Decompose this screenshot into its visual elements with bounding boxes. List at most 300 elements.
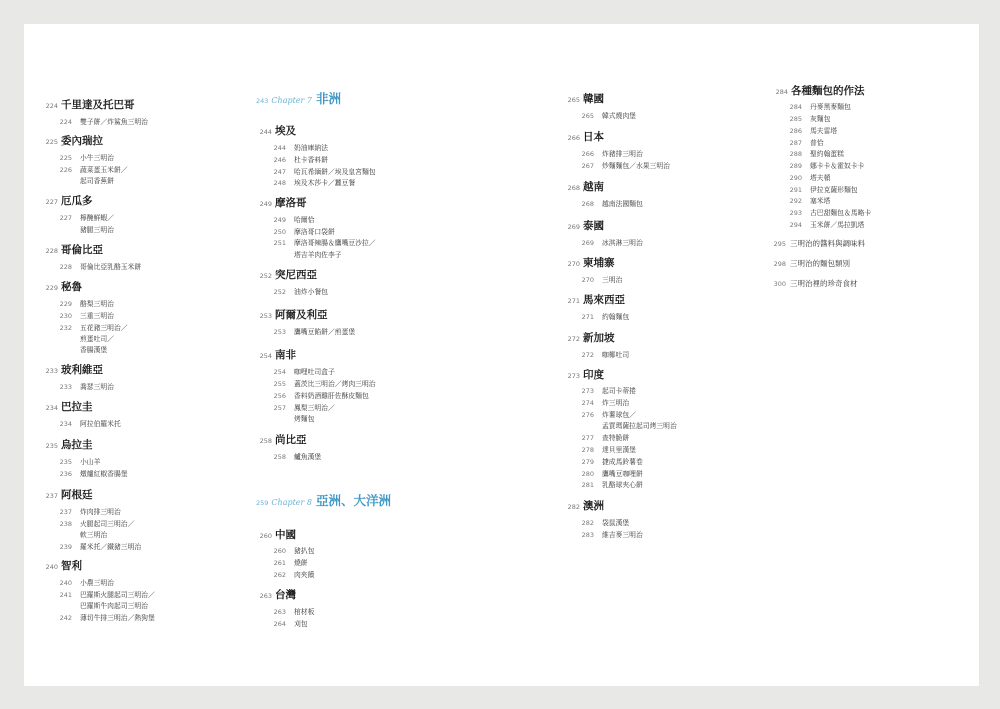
toc-entry [788,172,830,182]
toc-heading [256,587,296,602]
entry-title: 鳳梨三明治／ [294,404,335,412]
toc-entry [58,506,121,516]
toc-heading [42,487,93,502]
entry-title: 巴羅斯火腿起司三明治／ [80,591,155,599]
toc-entry [272,142,328,152]
toc-entry [58,116,148,126]
entry-title: 刈包 [294,620,308,628]
toc-heading [42,558,82,573]
toc-entry [272,366,335,376]
toc-entry [272,177,355,187]
toc-heading [564,129,604,144]
entry-title: 蓋茨比三明治／烤肉三明治 [294,380,376,388]
entry-title: 查特脆餅 [602,434,630,442]
page-number: 292 [789,197,802,205]
toc-entry [58,164,128,174]
toc-heading [256,267,317,282]
entry-title: 酪梨三明治 [80,300,114,308]
entry-title: 摩洛哥口袋餅 [294,228,335,236]
toc-entry [272,557,308,567]
toc-heading [564,330,615,345]
toc-entry [788,160,864,170]
page-number: 234 [59,420,72,428]
page-number: 266 [581,150,594,158]
section-title: 三明治的麵包類別 [790,259,850,268]
page-number: 255 [273,380,286,388]
page-number: 286 [789,127,802,135]
page-number: 227 [59,214,72,222]
page-number: 265 [567,96,580,104]
entry-title: 豬扒包 [294,547,315,555]
toc-heading [564,91,604,106]
page-number: 244 [259,128,272,136]
toc-entry [272,451,321,461]
entry-title: 巴羅斯牛肉起司三明治 [80,602,148,610]
entry-title: 煎蛋吐司／ [80,335,114,343]
entry-title: 炸豬排三明治 [602,150,643,158]
toc-entry [58,344,107,354]
entry-title: 喬瑟三明治 [80,383,114,391]
toc-page [24,24,979,686]
page-number: 274 [581,399,594,407]
page-number: 279 [581,458,594,466]
page-number: 241 [59,591,72,599]
page-number: 251 [273,239,286,247]
toc-heading [42,437,93,452]
page-number: 235 [45,442,58,450]
page-number: 232 [59,324,72,332]
page-number: 234 [45,404,58,412]
toc-entry [58,152,114,162]
toc-section [768,238,865,249]
entry-title: 香腸漢堡 [80,346,108,354]
entry-title: 五花豬三明治／ [80,324,128,332]
heading-title: 馬來西亞 [583,294,625,306]
heading-title: 委內瑞拉 [61,135,103,147]
toc-entry [58,298,114,308]
toc-entry [58,518,134,528]
page-number: 291 [789,186,802,194]
heading-title: 烏拉圭 [61,439,93,451]
page-number: 284 [789,103,802,111]
toc-entry [788,101,851,111]
toc-heading [256,123,296,138]
entry-title: 普恰 [810,139,824,147]
entry-title: 奶油庫納法 [294,144,328,152]
page-number: 224 [59,118,72,126]
chapter-heading [256,490,391,509]
toc-entry [272,545,314,555]
heading-title: 秘魯 [61,281,82,293]
toc-entry [788,137,824,147]
chapter-page-number: 243 [256,97,269,105]
page-number: 237 [59,508,72,516]
entry-title: 火腿起司三明治／ [80,520,135,528]
entry-title: 咖哩吐司盒子 [294,368,335,376]
toc-heading [256,307,328,322]
entry-title: 炸肉排三明治 [80,508,121,516]
page-number: 224 [45,102,58,110]
page-number: 282 [581,519,594,527]
page-number: 273 [567,372,580,380]
toc-entry [580,397,629,407]
page-number: 272 [581,351,594,359]
entry-title: 小牛三明治 [80,154,114,162]
page-number: 227 [45,198,58,206]
chapter-title: 亞洲、大洋洲 [316,493,392,508]
entry-title: 棺材板 [294,608,315,616]
entry-title: 哥倫比亞乳酪玉米餅 [80,263,142,271]
entry-title: 埃及木莎卡／蠶豆餐 [294,179,356,187]
heading-title: 南非 [275,349,296,361]
page-number: 268 [567,184,580,192]
page-number: 240 [45,563,58,571]
heading-title: 埃及 [275,125,296,137]
page-number: 260 [259,532,272,540]
toc-entry [580,479,643,489]
page-number: 290 [789,174,802,182]
entry-title: 雙子餅／炸鯊魚三明治 [80,118,148,126]
heading-title: 尚比亞 [275,434,307,446]
entry-title: 炒麵麵包／水果三明治 [602,162,670,170]
heading-title: 中國 [275,529,296,541]
page-number: 248 [273,179,286,187]
entry-title: 羅米托／鐵豬三明治 [80,543,142,551]
toc-entry [272,214,314,224]
toc-heading [42,279,82,294]
page-number: 264 [273,620,286,628]
page-number: 252 [273,288,286,296]
page-number: 270 [581,276,594,284]
page-number: 278 [581,446,594,454]
toc-entry [272,402,335,412]
toc-entry [580,311,629,321]
entry-title: 三重三明治 [80,312,114,320]
toc-entry [580,409,636,419]
entry-title: 袋鼠漢堡 [602,519,630,527]
entry-title: 馬夫雷塔 [810,127,838,135]
heading-title: 阿根廷 [61,489,93,501]
entry-title: 摩洛哥辣腸＆鷹嘴豆沙拉／ [294,239,376,247]
page-number: 261 [273,559,286,567]
page-number: 229 [45,284,58,292]
toc-entry [272,237,376,247]
toc-entry [580,456,643,466]
page-number: 262 [273,571,286,579]
page-number: 228 [45,247,58,255]
page-number: 298 [773,260,786,268]
entry-title: 薄切牛排三明治／熱狗堡 [80,614,155,622]
heading-title: 澳洲 [583,500,604,512]
toc-entry [272,326,355,336]
heading-title: 智利 [61,560,82,572]
chapter-label: Chapter 8 [271,498,312,507]
toc-entry [272,166,376,176]
page-number: 257 [273,404,286,412]
toc-heading [42,399,93,414]
entry-title: 哈瓦希緬餅／埃及皇宮麵包 [294,168,376,176]
page-number: 254 [273,368,286,376]
toc-entry [272,249,342,259]
toc-entry [58,310,114,320]
entry-title: 丹麥黑麥麵包 [810,103,851,111]
page-number: 285 [789,115,802,123]
entry-title: 韓式燒肉堡 [602,112,636,120]
toc-entry [58,600,148,610]
entry-title: 伊拉克薩形麵包 [810,186,858,194]
page-number: 277 [581,434,594,442]
toc-entry [580,420,677,430]
entry-title: 香料奶酒雞肝佐酥皮麵包 [294,392,369,400]
toc-entry [58,333,114,343]
entry-title: 塞米塔 [810,197,831,205]
page-number: 271 [567,297,580,305]
toc-entry [580,110,636,120]
entry-title: 鱸魚漢堡 [294,453,322,461]
page-number: 268 [581,200,594,208]
heading-title: 玻利維亞 [61,364,103,376]
heading-title: 各種麵包的作法 [791,85,865,97]
page-number: 235 [59,458,72,466]
heading-title: 巴拉圭 [61,401,93,413]
entry-title: 小農三明治 [80,579,114,587]
toc-entry [58,224,114,234]
chapter-label: Chapter 7 [271,96,312,105]
page-number: 282 [567,503,580,511]
entry-title: 起司香蕉餅 [80,177,114,185]
page-number: 289 [789,162,802,170]
toc-entry [580,468,643,478]
toc-heading [256,195,307,210]
toc-entry [788,207,871,217]
entry-title: 檸醃鮮蝦／ [80,214,114,222]
page-number: 226 [59,166,72,174]
entry-title: 越南法國麵包 [602,200,643,208]
page-number: 269 [567,223,580,231]
entry-title: 維吉麥三明治 [602,531,643,539]
page-number: 236 [59,470,72,478]
toc-entry [272,286,328,296]
page-number: 238 [59,520,72,528]
toc-section [768,278,858,289]
page-number: 247 [273,168,286,176]
toc-entry [272,378,376,388]
page-number: 249 [259,200,272,208]
heading-title: 台灣 [275,589,296,601]
toc-section [768,258,850,269]
page-number: 258 [259,437,272,445]
toc-entry [788,184,858,194]
toc-heading [256,347,296,362]
toc-heading [564,292,625,307]
section-title: 三明治裡的珍奇食材 [790,279,858,288]
entry-title: 約翰麵包 [602,313,630,321]
page-number: 273 [581,387,594,395]
page-number: 253 [259,312,272,320]
entry-title: 玉米餅／馬拉凱塔 [810,221,865,229]
page-number: 271 [581,313,594,321]
page-number: 270 [567,260,580,268]
entry-title: 孟買瑪薩拉起司烤三明治 [602,422,677,430]
toc-entry [580,385,636,395]
toc-heading [564,367,604,382]
entry-title: 達貝里漢堡 [602,446,636,454]
toc-entry [788,195,830,205]
entry-title: 杜卡香料餅 [294,156,328,164]
page-number: 265 [581,112,594,120]
page-number: 256 [273,392,286,400]
toc-heading [564,498,604,513]
entry-title: 肉夾饃 [294,571,315,579]
toc-heading [256,527,296,542]
entry-title: 灰麵包 [810,115,831,123]
toc-entry [580,517,629,527]
page-number: 249 [273,216,286,224]
entry-title: 聖約翰蛋糕 [810,150,844,158]
heading-title: 泰國 [583,220,604,232]
entry-title: 軟三明治 [80,531,108,539]
toc-entry [58,322,128,332]
page-number: 260 [273,547,286,555]
toc-entry [580,529,643,539]
toc-heading [256,432,307,447]
toc-entry [272,154,328,164]
page-number: 225 [45,138,58,146]
page-number: 250 [273,228,286,236]
page-number: 287 [789,139,802,147]
toc-entry [788,148,844,158]
page-number: 295 [773,240,786,248]
heading-title: 突尼西亞 [275,269,317,281]
heading-title: 柬埔寨 [583,257,615,269]
toc-entry [788,219,864,229]
toc-entry [58,612,155,622]
entry-title: 冰淇淋三明治 [602,239,643,247]
entry-title: 三明治 [602,276,623,284]
toc-entry [58,212,114,222]
toc-entry [58,577,114,587]
page-number: 269 [581,239,594,247]
page-number: 242 [59,614,72,622]
page-number: 272 [567,335,580,343]
toc-entry [272,569,314,579]
page-number: 246 [273,156,286,164]
page-number: 233 [45,367,58,375]
entry-title: 燉爐紅椒香腸堡 [80,470,128,478]
toc-entry [580,444,636,454]
heading-title: 阿爾及利亞 [275,309,328,321]
toc-entry [580,160,670,170]
toc-entry [272,606,314,616]
page-number: 284 [775,88,788,96]
page-number: 266 [567,134,580,142]
page-number: 263 [259,592,272,600]
toc-entry [272,413,314,423]
entry-title: 塔吉羊肉佐李子 [294,251,342,259]
page-number: 253 [273,328,286,336]
toc-entry [580,198,643,208]
toc-entry [58,175,114,185]
entry-title: 起司卡蒂捲 [602,387,636,395]
toc-entry [272,390,369,400]
toc-entry [58,418,121,428]
heading-title: 新加坡 [583,332,615,344]
entry-title: 燒餅 [294,559,308,567]
entry-title: 油炸小餐包 [294,288,328,296]
toc-heading [42,362,103,377]
entry-title: 小山羊 [80,458,101,466]
page-number: 254 [259,352,272,360]
heading-title: 哥倫比亞 [61,244,103,256]
toc-heading [564,218,604,233]
page-number: 230 [59,312,72,320]
toc-heading [42,133,103,148]
entry-title: 炸薯球包／ [602,411,636,419]
entry-title: 鷹嘴豆餡餅／煎蛋堡 [294,328,356,336]
page-number: 225 [59,154,72,162]
entry-title: 烤麵包 [294,415,315,423]
chapter-heading [256,88,341,107]
chapter-title: 非洲 [316,91,342,106]
toc-entry [580,349,629,359]
toc-entry [580,432,629,442]
heading-title: 厄瓜多 [61,195,93,207]
entry-title: 乳酪球夾心餅 [602,481,643,489]
page-number: 288 [789,150,802,158]
entry-title: 娜卡卡＆霍奴卡卡 [810,162,865,170]
page-number: 281 [581,481,594,489]
page-number: 267 [581,162,594,170]
toc-entry [580,148,643,158]
toc-entry [272,226,335,236]
toc-entry [58,589,155,599]
entry-title: 炸三明治 [602,399,630,407]
toc-entry [580,274,622,284]
toc-heading [564,179,604,194]
page-number: 239 [59,543,72,551]
page-number: 240 [59,579,72,587]
page-number: 233 [59,383,72,391]
entry-title: 古巴甜麵包＆馬略卡 [810,209,872,217]
toc-entry [788,125,837,135]
page-number: 258 [273,453,286,461]
entry-title: 咖椰吐司 [602,351,630,359]
toc-entry [58,261,141,271]
toc-entry [58,541,141,551]
heading-title: 越南 [583,181,604,193]
page-number: 228 [59,263,72,271]
toc-heading [42,97,135,112]
page-number: 237 [45,492,58,500]
toc-entry [58,468,128,478]
page-number: 263 [273,608,286,616]
heading-title: 印度 [583,369,604,381]
toc-entry [788,113,830,123]
toc-entry [580,237,643,247]
page-number: 280 [581,470,594,478]
entry-title: 哈爾恰 [294,216,315,224]
entry-title: 阿拉伯羅米托 [80,420,121,428]
toc-entry [58,381,114,391]
toc-heading [564,255,615,270]
page-number: 244 [273,144,286,152]
toc-entry [272,618,308,628]
page-number: 276 [581,411,594,419]
toc-heading [772,83,865,98]
toc-entry [58,456,100,466]
page-number: 293 [789,209,802,217]
page-number: 252 [259,272,272,280]
